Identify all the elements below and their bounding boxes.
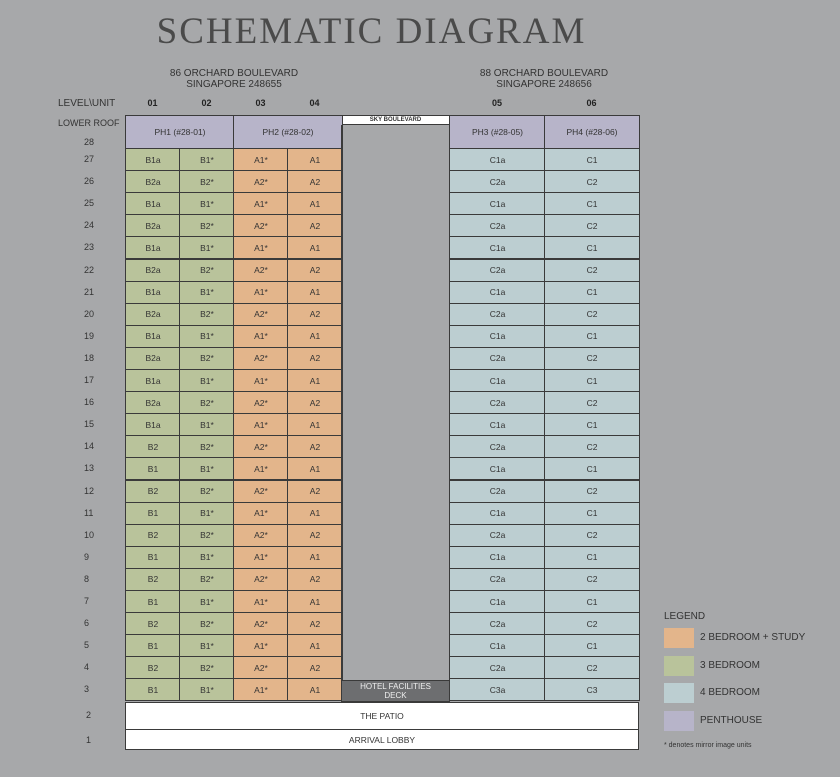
unit-cell: A2* [233,480,289,503]
unit-cell: B1a [125,369,181,392]
unit-cell: C1 [544,236,640,259]
unit-cell: C1a [449,148,546,171]
unit-cell: B1* [179,678,235,701]
unit-cell: A1* [233,413,289,436]
unit-header-02: 02 [201,98,212,108]
legend-label: 4 BEDROOM [700,687,761,698]
unit-cell: A2* [233,214,289,237]
level-label: 23 [84,242,95,253]
unit-cell: C1 [544,148,640,171]
unit-cell: A1 [287,281,343,304]
unit-header-04: 04 [309,98,320,108]
level-label: 15 [84,419,95,430]
unit-cell: A1 [287,546,343,569]
level-label: 3 [84,684,90,695]
unit-cell: B1* [179,192,235,215]
unit-cell: A2* [233,259,289,282]
unit-cell: C2 [544,391,640,414]
unit-cell: A2* [233,391,289,414]
unit-cell: B1 [125,502,181,525]
unit-cell: A1* [233,678,289,701]
unit-cell: B1* [179,369,235,392]
unit-cell: A1* [233,634,289,657]
legend-swatch [664,683,694,703]
unit-header-01: 01 [147,98,158,108]
unit-cell: C1a [449,236,546,259]
unit-cell: B2* [179,656,235,679]
unit-cell: A1 [287,590,343,613]
unit-cell: C1 [544,281,640,304]
legend-label: 2 BEDROOM + STUDY [700,632,806,643]
level-label: 27 [84,154,95,164]
level-label: 16 [84,397,95,408]
arrival-lobby: ARRIVAL LOBBY [125,729,639,750]
unit-cell: B2* [179,170,235,193]
unit-cell: A2 [287,612,343,635]
unit-cell: A1* [233,502,289,525]
unit-cell: C2a [449,480,546,503]
unit-cell: B1 [125,678,181,701]
unit-cell: B1* [179,413,235,436]
unit-cell: A2* [233,435,289,458]
unit-cell: A2 [287,656,343,679]
unit-cell: A2 [287,524,343,547]
unit-cell: C1 [544,546,640,569]
unit-cell: A1* [233,590,289,613]
unit-cell: C1a [449,192,546,215]
hotel-facilities-line2: DECK [384,691,407,700]
unit-cell: C1a [449,325,546,348]
level-label: 10 [84,529,95,540]
unit-cell: C2 [544,435,640,458]
unit-header-05: 05 [491,98,502,108]
level-label-1: 1 [86,735,92,745]
unit-cell: B2 [125,568,181,591]
unit-cell: A2 [287,435,343,458]
unit-cell: B1* [179,590,235,613]
unit-cell: B2a [125,259,181,282]
unit-cell: B1a [125,192,181,215]
level-label: 24 [84,220,95,231]
unit-cell: B1a [125,281,181,304]
unit-header-03: 03 [255,98,266,108]
unit-cell: A1 [287,192,343,215]
unit-cell: A2 [287,347,343,370]
unit-cell: B1* [179,634,235,657]
unit-cell: C2a [449,259,546,282]
unit-cell: C2a [449,303,546,326]
left-address-line1: 86 ORCHARD BOULEVARD [169,68,299,79]
unit-cell: B2a [125,347,181,370]
level-label-2: 2 [86,710,92,720]
level-label: 21 [84,286,95,297]
legend-swatch [664,628,694,648]
unit-cell: A2* [233,656,289,679]
unit-cell: B1* [179,325,235,348]
unit-cell: B1a [125,148,181,171]
the-patio: THE PATIO [125,702,639,730]
unit-cell: C2a [449,568,546,591]
level-label: 4 [84,662,90,673]
unit-cell: A1* [233,369,289,392]
unit-cell: C2 [544,347,640,370]
level-label: 11 [84,507,94,518]
legend-title: LEGEND [664,611,706,622]
level-label: 25 [84,198,95,209]
unit-cell: C1 [544,634,640,657]
unit-cell: A1* [233,457,289,480]
unit-cell: C2 [544,480,640,503]
level-label: 8 [84,573,90,584]
level-label: 20 [84,308,95,319]
level-label: 22 [84,264,95,275]
unit-cell: B2* [179,435,235,458]
unit-cell: B2 [125,656,181,679]
unit-cell: A2 [287,214,343,237]
level-label: 7 [84,596,90,606]
unit-cell: A1* [233,546,289,569]
penthouse-cell: PH3 (#28-05) [449,115,546,149]
unit-cell: C2a [449,612,546,635]
unit-cell: A2 [287,480,343,503]
unit-cell: B1* [179,457,235,480]
unit-cell: C2a [449,524,546,547]
unit-cell: B1a [125,236,181,259]
unit-cell: C1 [544,369,640,392]
unit-cell: A2 [287,170,343,193]
level-label: 18 [84,352,95,363]
unit-cell: B2a [125,303,181,326]
unit-cell: B1* [179,502,235,525]
unit-cell: B1* [179,546,235,569]
unit-cell: C2 [544,259,640,282]
unit-cell: B2* [179,524,235,547]
unit-cell: B1 [125,457,181,480]
unit-cell: B1a [125,413,181,436]
unit-cell: B2* [179,612,235,635]
level-label: 9 [84,551,90,562]
unit-cell: C1a [449,502,546,525]
unit-cell: A2 [287,259,343,282]
unit-cell: B2 [125,524,181,547]
unit-cell: A2* [233,170,289,193]
unit-cell: A2 [287,391,343,414]
unit-cell: A1 [287,502,343,525]
unit-cell: A1 [287,634,343,657]
unit-cell: C1a [449,634,546,657]
level-label: 19 [84,330,95,341]
unit-cell: C1 [544,413,640,436]
left-address-line2: SINGAPORE 248655 [186,79,282,90]
level-label: 12 [84,485,95,496]
level-label: 26 [84,176,95,187]
unit-cell: C1a [449,369,546,392]
unit-cell: B2a [125,214,181,237]
unit-cell: B1 [125,590,181,613]
unit-cell: A1 [287,325,343,348]
unit-cell: A2* [233,568,289,591]
lower-roof-label: LOWER ROOF [58,118,120,128]
unit-cell: B2 [125,435,181,458]
unit-cell: C2a [449,170,546,193]
unit-cell: B2 [125,612,181,635]
unit-cell: C1 [544,457,640,480]
unit-cell: C2 [544,170,640,193]
level-label: 17 [84,375,95,385]
unit-cell: C2 [544,524,640,547]
unit-cell: A1* [233,148,289,171]
unit-cell: B1* [179,236,235,259]
level-label: 13 [84,463,95,474]
unit-cell: C1 [544,502,640,525]
unit-cell: A1 [287,148,343,171]
unit-cell: A1 [287,457,343,480]
page-title: SCHEMATIC DIAGRAM [156,11,587,52]
unit-cell: A1* [233,281,289,304]
legend-swatch [664,656,694,676]
mirror-note: * denotes mirror image units [664,742,752,749]
level-label: 6 [84,618,90,629]
unit-cell: A1* [233,325,289,348]
penthouse-cell: PH4 (#28-06) [544,115,640,149]
penthouse-cell: PH1 (#28-01) [125,115,235,149]
unit-cell: B2* [179,568,235,591]
unit-cell: C2a [449,214,546,237]
unit-cell: B2 [125,480,181,503]
unit-cell: C1a [449,457,546,480]
unit-cell: B2* [179,347,235,370]
unit-cell: C2a [449,435,546,458]
unit-cell: C2a [449,656,546,679]
left-tower-address [130,68,338,90]
unit-cell: A1* [233,192,289,215]
unit-cell: B1* [179,281,235,304]
level-label: 5 [84,640,90,651]
right-tower-address [440,68,648,90]
right-address-line1: 88 ORCHARD BOULEVARD [479,68,609,79]
unit-cell: C1 [544,192,640,215]
level-label: 14 [84,441,95,452]
unit-header-06: 06 [586,98,597,108]
penthouse-cell: PH2 (#28-02) [233,115,343,149]
unit-cell: C3a [449,678,546,701]
hotel-facilities-line1: HOTEL FACILITIES [360,682,431,691]
unit-cell: A1 [287,678,343,701]
unit-cell: A2* [233,524,289,547]
level-label-28: 28 [84,137,95,147]
unit-cell: C2 [544,303,640,326]
unit-cell: C1a [449,281,546,304]
unit-cell: C2a [449,347,546,370]
unit-cell: C1a [449,413,546,436]
unit-cell: A1 [287,413,343,436]
unit-cell: C2 [544,656,640,679]
unit-cell: A1 [287,369,343,392]
unit-cell: C1 [544,590,640,613]
unit-cell: B2a [125,391,181,414]
unit-cell: A1 [287,236,343,259]
unit-cell: A2* [233,347,289,370]
unit-cell: B1a [125,325,181,348]
unit-cell: A2 [287,303,343,326]
unit-cell: C1 [544,325,640,348]
sky-boulevard-bar: SKY BOULEVARD [341,115,450,125]
level-unit-header: LEVEL\UNIT [58,98,116,109]
central-core [341,125,450,680]
unit-cell: B2* [179,214,235,237]
unit-cell: A2* [233,303,289,326]
unit-cell: B2* [179,391,235,414]
unit-cell: B1* [179,148,235,171]
unit-cell: B1 [125,546,181,569]
unit-cell: B2* [179,303,235,326]
unit-cell: B1 [125,634,181,657]
unit-cell: B2a [125,170,181,193]
unit-cell: B2* [179,259,235,282]
unit-cell: C2 [544,612,640,635]
unit-cell: C2a [449,391,546,414]
right-address-line2: SINGAPORE 248656 [496,79,592,90]
unit-cell: C1a [449,546,546,569]
hotel-facilities-deck [341,680,450,702]
unit-cell: C2 [544,568,640,591]
unit-cell: A1* [233,236,289,259]
legend-label: 3 BEDROOM [700,659,761,671]
unit-cell: B2* [179,480,235,503]
unit-cell: A2* [233,612,289,635]
legend-label: PENTHOUSE [700,714,763,726]
legend-swatch [664,711,694,731]
unit-cell: C2 [544,214,640,237]
unit-cell: A2 [287,568,343,591]
unit-cell: C3 [544,678,640,701]
unit-cell: C1a [449,590,546,613]
